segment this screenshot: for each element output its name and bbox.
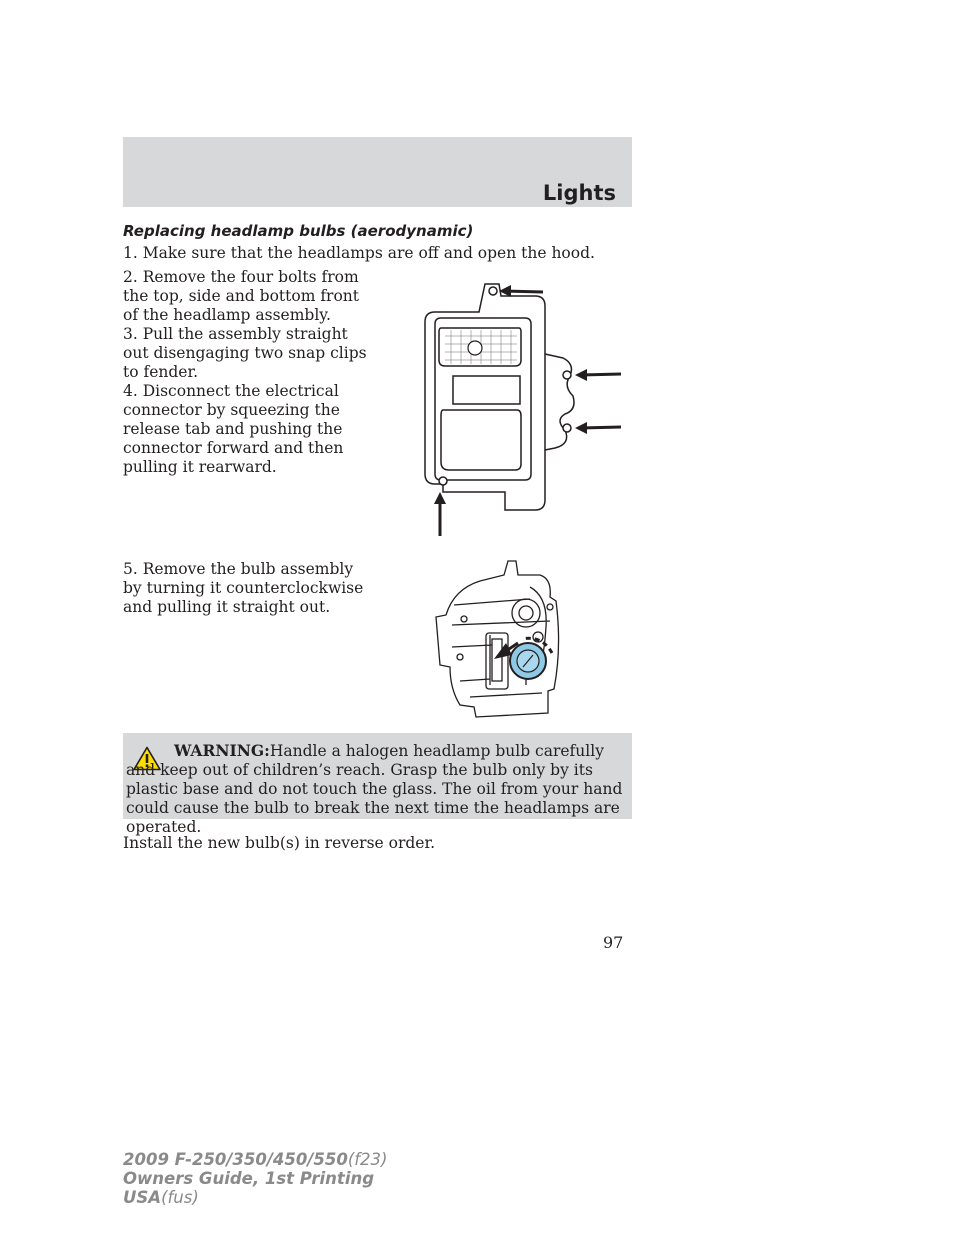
footer-model-code: (f23) <box>347 1150 388 1169</box>
headlamp-assembly-illustration <box>395 274 625 538</box>
warning-label: WARNING: <box>174 741 270 760</box>
step-1: 1. Make sure that the headlamps are off and open the hood. <box>123 244 595 262</box>
side-mount-flange <box>545 354 574 450</box>
marker-lens <box>453 376 520 404</box>
low-beam-lens <box>441 410 521 470</box>
page-number: 97 <box>603 933 624 952</box>
bulb-socket <box>510 643 546 679</box>
warning-box <box>123 733 632 836</box>
footer-guide: Owners Guide, 1st Printing <box>123 1169 375 1188</box>
warning-body: Handle a halogen headlamp bulb carefully and keep out of children’s reach. Grasp the bulb only by its plastic base and do not touch the glass. The oil from your hand could cause the bulb to break the next time the headlamps are operated. <box>126 742 623 836</box>
section-header-band <box>123 137 632 207</box>
section-title: Lights <box>542 181 616 205</box>
footer-model: 2009 F-250/350/450/550 <box>123 1150 348 1169</box>
subsection-heading: Replacing headlamp bulbs (aerodynamic) <box>123 222 474 240</box>
step-4: 4. Disconnect the electrical connector by squeezing the release tab and pushing the connector forward and then pulling it rearward. <box>123 382 344 476</box>
print-footer <box>123 1150 388 1207</box>
bolt-heads <box>439 287 571 485</box>
warning-text <box>126 741 626 837</box>
bulb-removal-illustration <box>430 557 570 719</box>
beam-center-marker <box>468 341 482 355</box>
headlamp-bezel <box>435 318 531 480</box>
step-3: 3. Pull the assembly straight out disengaging two snap clips to fender. <box>123 325 367 381</box>
footer-market: USA <box>123 1188 162 1207</box>
step-5: 5. Remove the bulb assembly by turning it counterclockwise and pulling it straight out. <box>123 560 364 616</box>
step-2: 2. Remove the four bolts from the top, side and bottom front of the headlamp assembly. <box>123 268 360 324</box>
install-note: Install the new bulb(s) in reverse order. <box>123 834 436 852</box>
footer-market-code: (fus) <box>161 1188 199 1207</box>
